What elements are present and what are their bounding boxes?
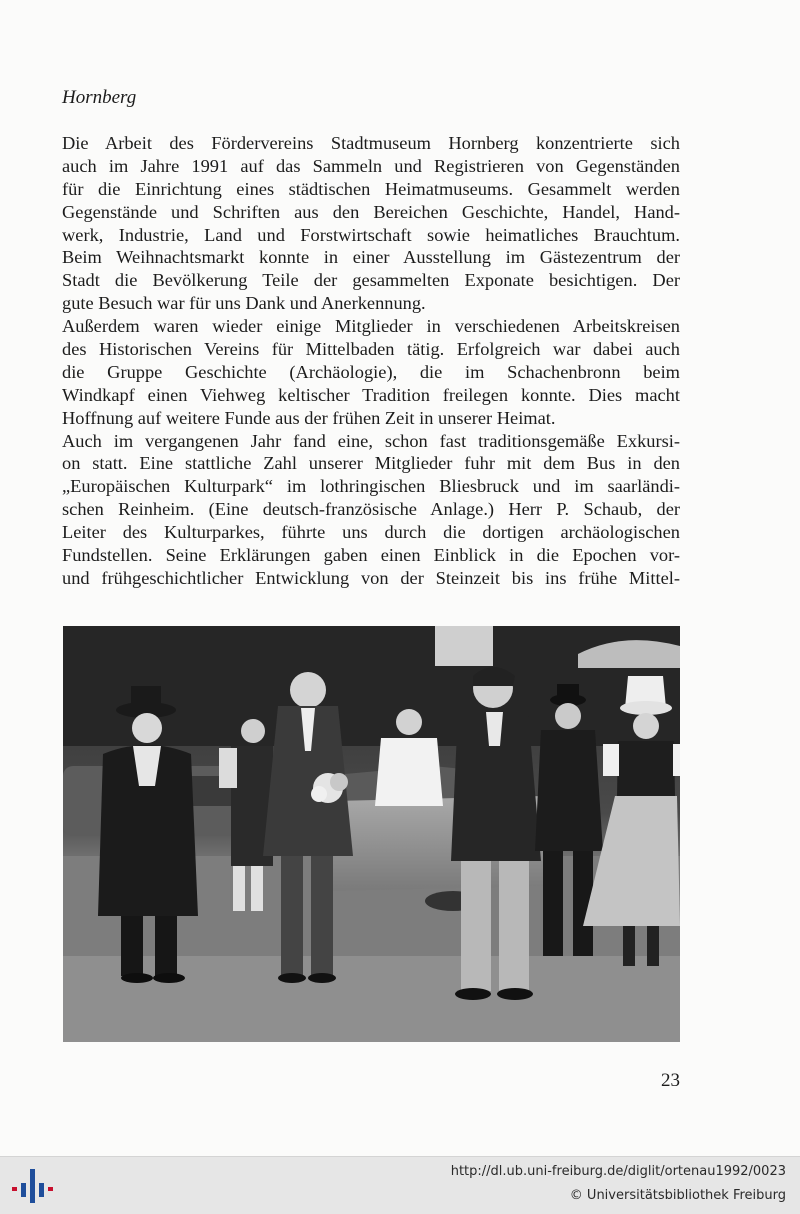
text-line: Außerdem waren wieder einige Mitglieder in verschiedenen Arbeitskreisen [62,316,680,337]
text-line: schen Reinheim. (Eine deutsch-französische Anlage.) Herr P. Schaub, der [62,499,680,520]
text-line: „Europäischen Kulturpark“ im lothringischen Bliesbruck und im saarländi- [62,476,680,497]
text-line: Fundstellen. Seine Erklärungen gaben einen Einblick in die Epochen vor- [62,545,680,566]
body-text [62,132,680,590]
page-number: 23 [661,1070,680,1091]
library-logo-icon [10,1165,54,1205]
text-line: Gegenstände und Schriften aus den Bereichen Geschichte, Handel, Hand- [62,201,680,222]
group-photo [63,626,680,1042]
source-url-link[interactable]: http://dl.ub.uni-freiburg.de/diglit/ortenau1992/0023 [450,1164,786,1179]
text-line: des Historischen Vereins für Mittelbaden tätig. Erfolgreich war dabei auch [62,339,680,360]
text-line: Leiter des Kulturparkes, führte uns durch die dortigen archäologischen [62,522,680,543]
text-line: Die Arbeit des Fördervereins Stadtmuseum Hornberg konzentrierte sich [62,133,680,153]
group-photo-illustration [63,626,680,1042]
text-line: für die Einrichtung eines städtischen Heimatmuseums. Gesammelt werden [62,178,680,199]
text-line: werk, Industrie, Land und Forstwirtschaft sowie heimatliches Brauchtum. [62,224,680,245]
text-line: gute Besuch war für uns Dank und Anerkennung. [62,293,426,314]
text-line: Windkapf einen Viehweg keltischer Tradition freilegen konnte. Dies macht [62,384,680,405]
text-line: Auch im vergangenen Jahr fand eine, schon fast traditionsgemäße Exkursi- [62,430,680,451]
text-line: Stadt die Bevölkerung Teile der gesammelten Exponate besichtigen. Der [62,270,680,291]
text-line: on statt. Eine stattliche Zahl unserer Mitglieder fuhr mit dem Bus in den [62,453,680,474]
text-line: die Gruppe Geschichte (Archäologie), die im Schachenbronn beim [62,361,680,382]
section-heading: Hornberg [62,87,137,108]
footer-bar [0,1156,800,1214]
text-line: Beim Weihnachtsmarkt konnte in einer Ausstellung im Gästezentrum der [62,247,680,268]
copyright-notice: © Universitätsbibliothek Freiburg [569,1188,786,1203]
text-line: auch im Jahre 1991 auf das Sammeln und Registrieren von Gegenständen [62,155,680,176]
text-line: Hoffnung auf weitere Funde aus der frühen Zeit in unserer Heimat. [62,407,556,428]
text-line: und frühgeschichtlicher Entwicklung von der Steinzeit bis ins frühe Mittel- [62,567,680,588]
